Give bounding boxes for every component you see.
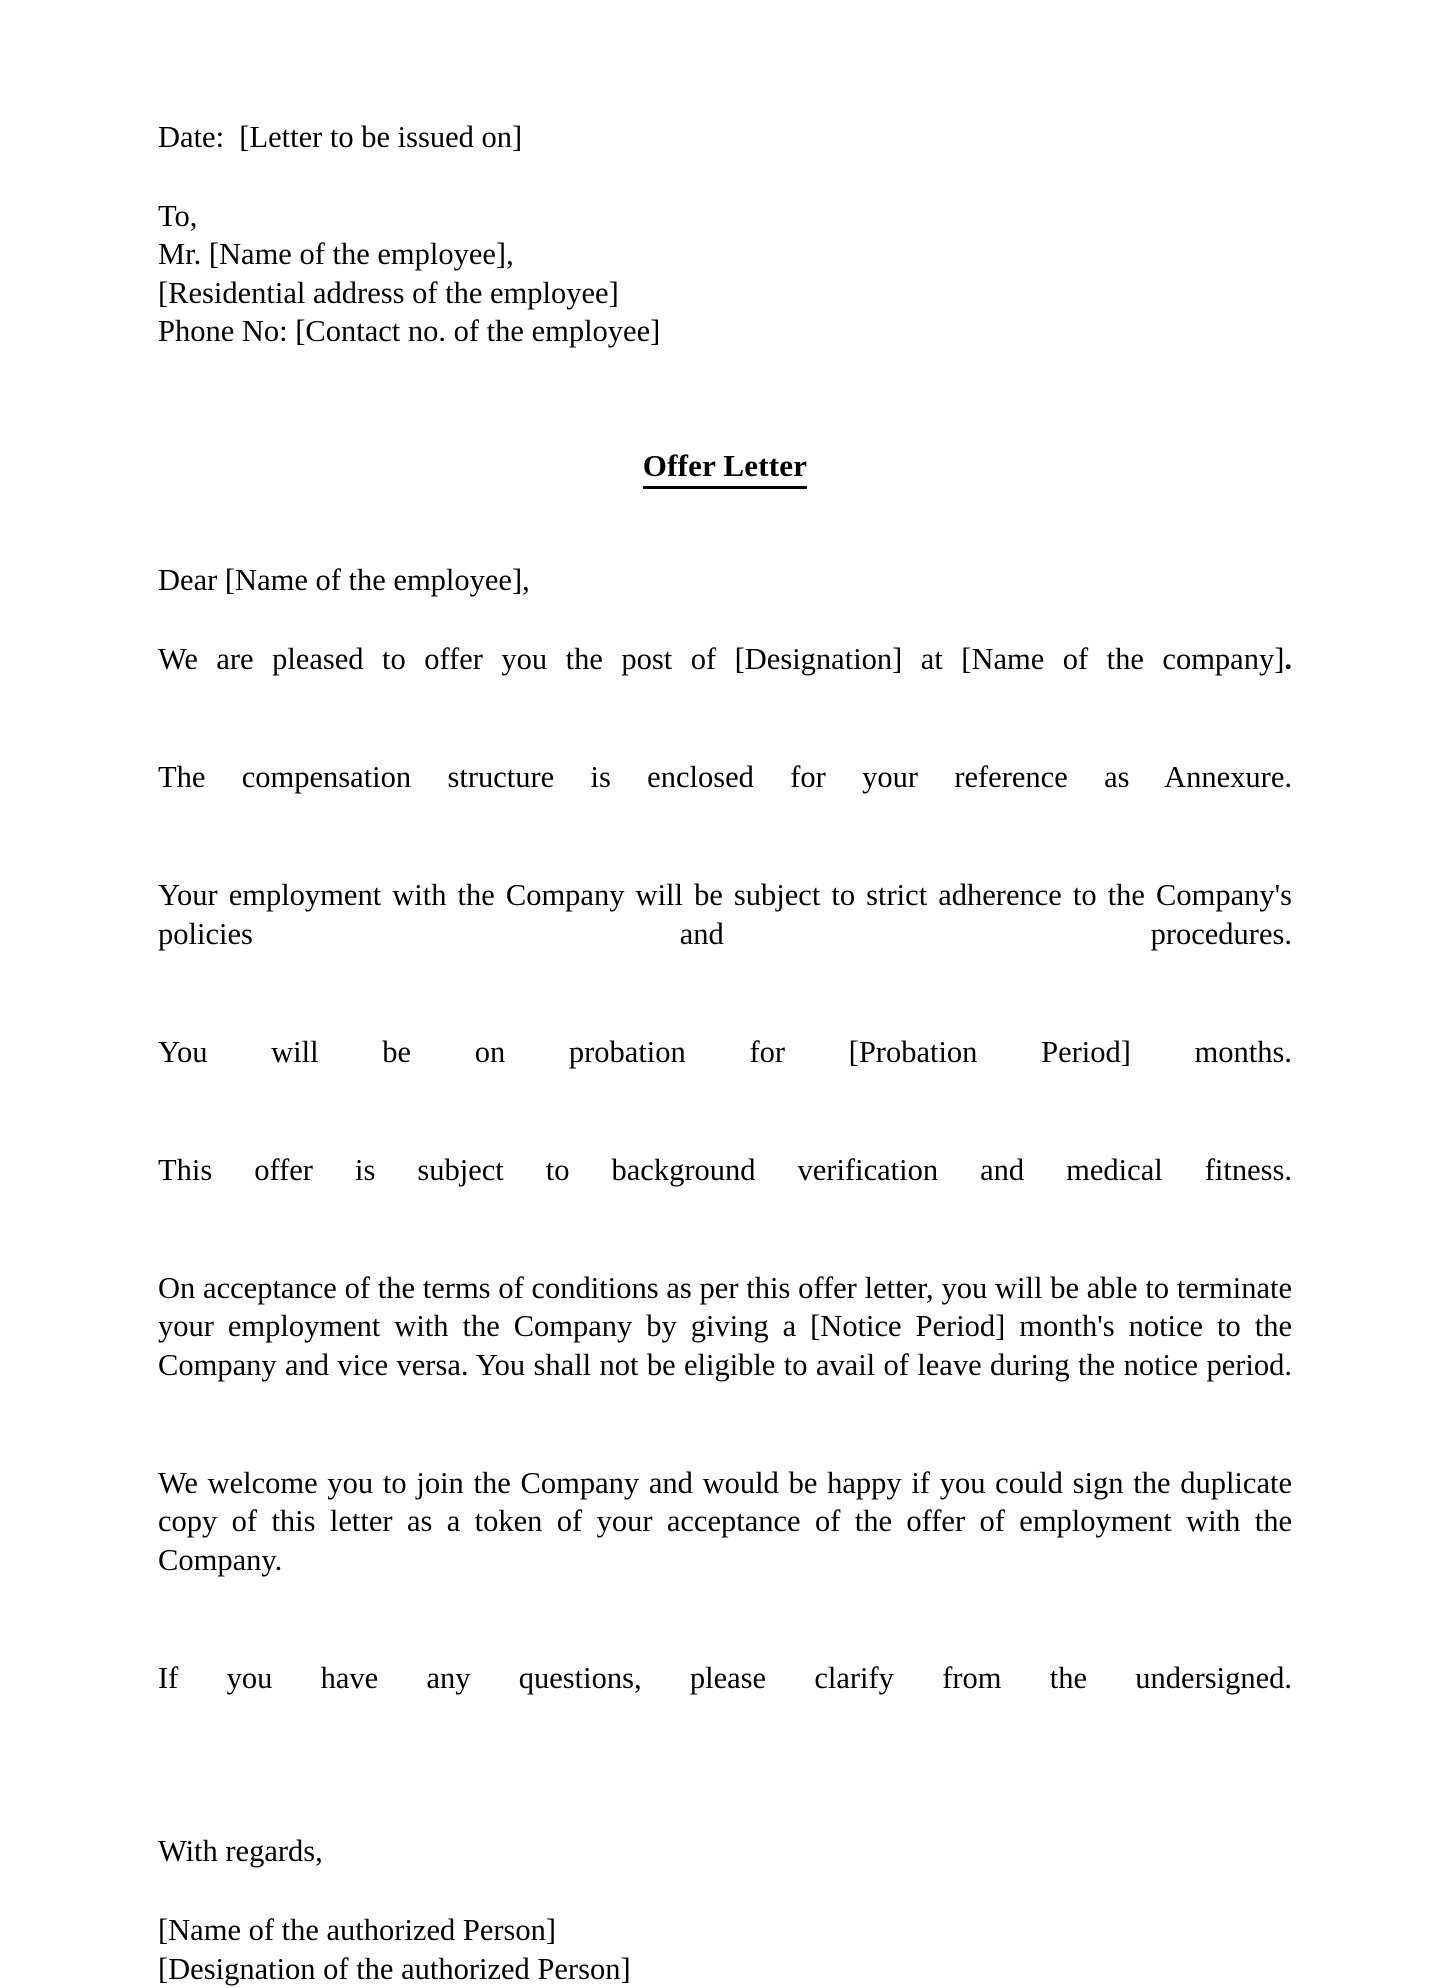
recipient-name-line: Mr. [Name of the employee], bbox=[158, 235, 1292, 274]
paragraph-verification: This offer is subject to background verification and medical fitness. bbox=[158, 1151, 1292, 1228]
paragraph-compensation: The compensation structure is enclosed for your reference as Annexure. bbox=[158, 758, 1292, 835]
closing-regards: With regards, bbox=[158, 1832, 1292, 1871]
recipient-block bbox=[158, 197, 1292, 351]
spacer-7 bbox=[158, 1618, 1292, 1659]
spacer-4 bbox=[158, 1110, 1292, 1151]
signatory-designation: [Designation of the authorized Person] bbox=[158, 1950, 1292, 1988]
signatory-name: [Name of the authorized Person] bbox=[158, 1911, 1292, 1950]
recipient-address-line: [Residential address of the employee] bbox=[158, 274, 1292, 313]
date-line: Date: [Letter to be issued on] bbox=[158, 118, 1292, 157]
page-title-wrapper bbox=[158, 447, 1292, 489]
spacer-before-heading bbox=[158, 351, 1292, 447]
paragraph-notice-period: On acceptance of the terms of conditions as per this offer letter, you will be able to terminate your employment with the Company by giving a [Notice Period] month's notice to the Company and vice versa. You shall not be eligible to avail of leave during the notice period. bbox=[158, 1269, 1292, 1423]
spacer-after-salutation bbox=[158, 599, 1292, 640]
spacer-2 bbox=[158, 835, 1292, 876]
spacer-after-heading bbox=[158, 489, 1292, 561]
spacer-6 bbox=[158, 1423, 1292, 1464]
document-content bbox=[158, 118, 1292, 1988]
paragraph-questions: If you have any questions, please clarify from the undersigned. bbox=[158, 1659, 1292, 1736]
paragraph-offer bbox=[158, 640, 1292, 717]
paragraph-probation: You will be on probation for [Probation Period] months. bbox=[158, 1033, 1292, 1110]
date-block bbox=[158, 118, 1292, 157]
page-title: Offer Letter bbox=[643, 447, 807, 489]
salutation-line: Dear [Name of the employee], bbox=[158, 561, 1292, 600]
recipient-to-label: To, bbox=[158, 197, 1292, 236]
paragraph-welcome: We welcome you to join the Company and would be happy if you could sign the duplicate copy of this letter as a token of your acceptance of the offer of employment with the Company. bbox=[158, 1464, 1292, 1618]
spacer-1 bbox=[158, 717, 1292, 758]
paragraph-offer-text: We are pleased to offer you the post of [Designation] at [Name of the company] bbox=[158, 642, 1284, 676]
spacer-before-closing bbox=[158, 1736, 1292, 1832]
spacer-after-regards bbox=[158, 1870, 1292, 1911]
spacer-3 bbox=[158, 992, 1292, 1033]
recipient-phone-line: Phone No: [Contact no. of the employee] bbox=[158, 312, 1292, 351]
spacer-after-date bbox=[158, 157, 1292, 197]
spacer-5 bbox=[158, 1228, 1292, 1269]
paragraph-policies: Your employment with the Company will be subject to strict adherence to the Company's policies and procedures. bbox=[158, 876, 1292, 992]
paragraph-offer-period: . bbox=[1284, 642, 1292, 676]
